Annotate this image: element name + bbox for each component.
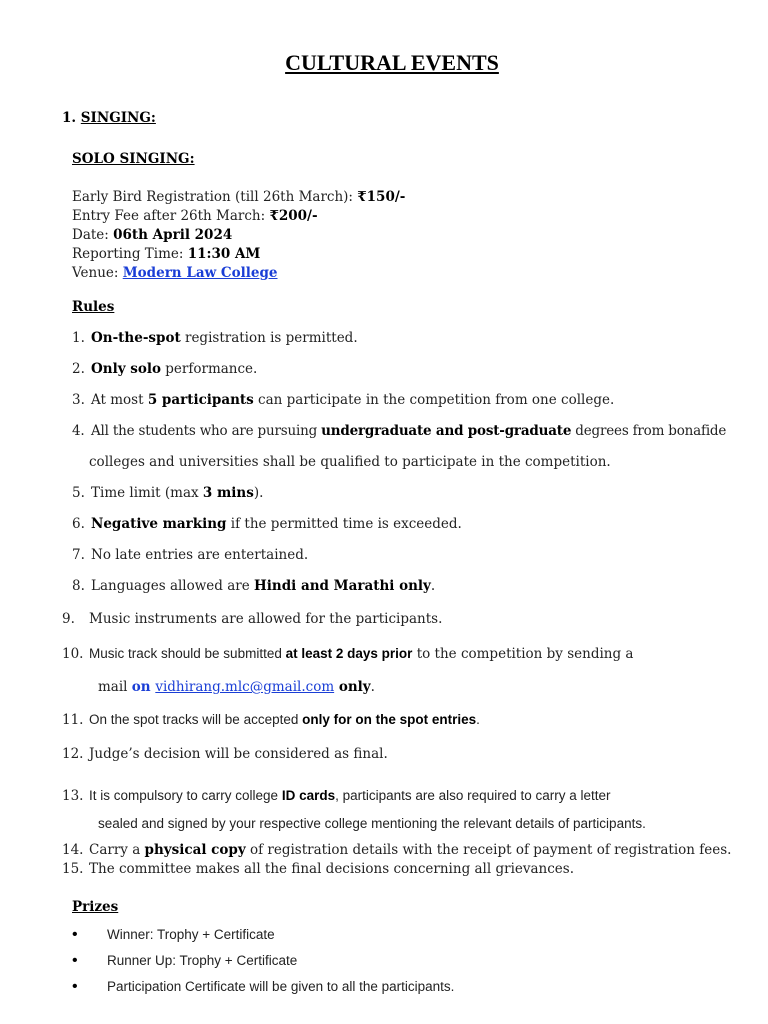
rule-text: , participants are also required to carry a letter bbox=[335, 788, 611, 803]
rule-number: 14. bbox=[62, 842, 84, 858]
bullet-icon: • bbox=[72, 926, 78, 943]
rule-4-line-2: colleges and universities shall be qualified to participate in the competition. bbox=[89, 454, 611, 470]
rule-bold: only bbox=[334, 679, 371, 695]
rule-8 bbox=[72, 578, 435, 594]
rule-bold: ID cards bbox=[281, 788, 336, 803]
reporting-time: 11:30 AM bbox=[187, 246, 261, 262]
rule-on-text: on bbox=[131, 679, 156, 695]
prize-item bbox=[72, 926, 275, 944]
rule-text: All the students who are pursuing bbox=[91, 423, 322, 439]
prize-text: Participation Certificate will be given to all the participants. bbox=[107, 979, 455, 994]
rules-heading: Rules bbox=[72, 299, 115, 315]
rule-number: 10. bbox=[62, 646, 84, 662]
prize-text: Winner: Trophy + Certificate bbox=[107, 927, 275, 942]
rule-bold: undergraduate and post-graduate bbox=[321, 423, 572, 439]
rule-number: 1. bbox=[72, 330, 85, 346]
rule-text: On the spot tracks will be accepted bbox=[89, 712, 303, 727]
rule-text: Judge’s decision will be considered as final. bbox=[89, 746, 388, 762]
rule-11 bbox=[62, 712, 480, 728]
rule-number: 13. bbox=[62, 788, 84, 804]
rule-text: The committee makes all the final decisions concerning all grievances. bbox=[89, 861, 575, 877]
early-bird-label: Early Bird Registration (till 26th March): bbox=[72, 189, 358, 205]
rule-14 bbox=[62, 842, 731, 858]
prizes-heading: Prizes bbox=[72, 899, 119, 915]
rule-bold: only for on the spot entries bbox=[302, 712, 477, 727]
event-date: 06th April 2024 bbox=[113, 227, 233, 243]
early-bird-fee: ₹150/- bbox=[357, 189, 406, 205]
rule-bold: Hindi and Marathi only bbox=[254, 578, 431, 594]
rule-text: Music instruments are allowed for the participants. bbox=[89, 611, 443, 627]
rule-text: to the competition by sending a bbox=[412, 646, 634, 662]
rule-1 bbox=[72, 330, 358, 346]
venue-label: Venue: bbox=[72, 265, 123, 281]
rule-9 bbox=[62, 611, 442, 627]
venue-line bbox=[72, 265, 278, 281]
venue-link[interactable]: Modern Law College bbox=[122, 265, 278, 281]
entry-fee-label: Entry Fee after 26th March: bbox=[72, 208, 270, 224]
rule-bold: 3 mins bbox=[202, 485, 254, 501]
rule-text: Time limit (max bbox=[91, 485, 203, 501]
rule-text: ). bbox=[253, 485, 264, 501]
rule-number: 2. bbox=[72, 361, 85, 377]
rule-text: Carry a bbox=[89, 842, 145, 858]
rule-text: It is compulsory to carry college bbox=[89, 788, 282, 803]
subsection-heading: SOLO SINGING: bbox=[72, 151, 195, 167]
prize-item bbox=[72, 952, 297, 970]
rule-text: can participate in the competition from one college. bbox=[253, 392, 615, 408]
rule-number: 3. bbox=[72, 392, 85, 408]
rule-4 bbox=[72, 423, 726, 439]
rule-text: if the permitted time is exceeded. bbox=[226, 516, 462, 532]
rule-number: 4. bbox=[72, 423, 85, 439]
rule-number: 8. bbox=[72, 578, 85, 594]
rule-text: At most bbox=[91, 392, 148, 408]
page-title: CULTURAL EVENTS bbox=[285, 50, 499, 75]
rule-text: . bbox=[430, 578, 436, 594]
rule-7 bbox=[72, 547, 308, 563]
rule-text: Languages allowed are bbox=[91, 578, 255, 594]
rule-bold: Negative marking bbox=[91, 516, 227, 532]
rule-text: . bbox=[476, 712, 480, 727]
rule-text: of registration details with the receipt of payment of registration fees. bbox=[245, 842, 732, 858]
entry-fee: ₹200/- bbox=[269, 208, 318, 224]
bullet-icon: • bbox=[72, 952, 78, 969]
rule-number: 9. bbox=[62, 611, 75, 627]
rule-13 bbox=[62, 788, 611, 804]
rule-text: registration is permitted. bbox=[180, 330, 358, 346]
rule-number: 11. bbox=[62, 712, 84, 728]
rule-number: 12. bbox=[62, 746, 84, 762]
date-line bbox=[72, 227, 232, 243]
section-number: 1. bbox=[62, 110, 77, 126]
rule-number: 6. bbox=[72, 516, 85, 532]
rule-number: 15. bbox=[62, 861, 84, 877]
rule-text: . bbox=[370, 679, 375, 695]
early-bird-line bbox=[72, 189, 405, 205]
rule-number: 5. bbox=[72, 485, 85, 501]
rule-bold: Only solo bbox=[91, 361, 161, 377]
rule-10 bbox=[62, 646, 633, 662]
rule-10-line-2 bbox=[98, 679, 375, 695]
rule-5 bbox=[72, 485, 263, 501]
rule-3 bbox=[72, 392, 614, 408]
rule-text: degrees from bonafide bbox=[571, 423, 727, 439]
rule-text: Music track should be submitted bbox=[89, 646, 286, 661]
prize-item bbox=[72, 978, 454, 996]
rule-bold: physical copy bbox=[144, 842, 246, 858]
rule-6 bbox=[72, 516, 462, 532]
email-link[interactable]: vidhirang.mlc@gmail.com bbox=[155, 679, 335, 695]
section-heading-singing bbox=[62, 110, 156, 126]
rule-text: No late entries are entertained. bbox=[91, 547, 309, 563]
rule-bold: at least 2 days prior bbox=[285, 646, 413, 661]
section-name: SINGING: bbox=[80, 110, 156, 126]
entry-fee-line bbox=[72, 208, 318, 224]
reporting-line bbox=[72, 246, 260, 262]
rule-bold: On-the-spot bbox=[91, 330, 181, 346]
reporting-label: Reporting Time: bbox=[72, 246, 188, 262]
rule-number: 7. bbox=[72, 547, 85, 563]
rule-15 bbox=[62, 861, 574, 877]
prize-text: Runner Up: Trophy + Certificate bbox=[107, 953, 298, 968]
rule-text: performance. bbox=[161, 361, 258, 377]
rule-12 bbox=[62, 746, 388, 762]
rule-13-line-2: sealed and signed by your respective college mentioning the relevant details of participants. bbox=[98, 816, 646, 831]
rule-bold: 5 participants bbox=[147, 392, 254, 408]
bullet-icon: • bbox=[72, 978, 78, 995]
rule-text: mail bbox=[98, 679, 132, 695]
date-label: Date: bbox=[72, 227, 114, 243]
rule-2 bbox=[72, 361, 257, 377]
